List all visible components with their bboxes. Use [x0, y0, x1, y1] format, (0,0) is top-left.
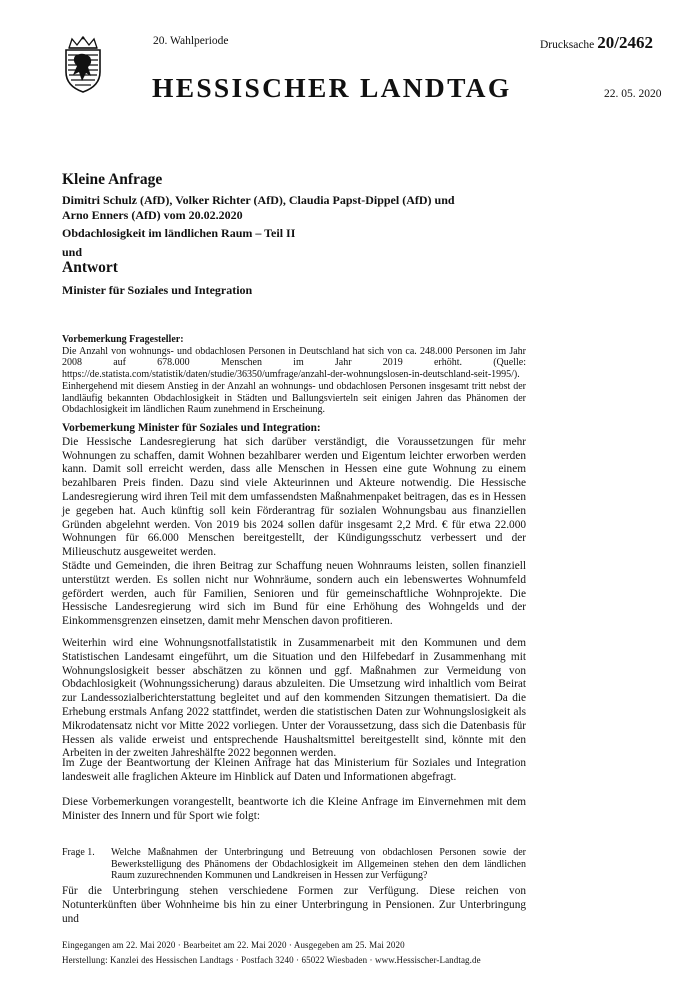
drucksache-number: 20/2462: [597, 33, 654, 52]
vorbemerkung-fragesteller-label: Vorbemerkung Fragesteller:: [62, 334, 184, 345]
kleine-anfrage-heading: Kleine Anfrage: [62, 171, 163, 188]
vorbemerkung-minister-label: Vorbemerkung Minister für Soziales und Integration:: [62, 422, 321, 434]
frage-1: [62, 847, 526, 882]
frage-1-text: Welche Maßnahmen der Unterbringung und Betreuung von obdachlosen Personen sowie der Bewerkstelligung des Phänomens der Obdachlosigkeit im Allgemeinen stehen den dem ländlichen Raum zuzurechnenden Kommunen und Landkreisen in Hessen zur Verfügung?: [111, 847, 526, 882]
authors-line-2: Arno Enners (AfD) vom 20.02.2020: [62, 208, 243, 222]
authors-line-1: Dimitri Schulz (AfD), Volker Richter (AfD), Claudia Papst-Dippel (AfD) und: [62, 193, 455, 207]
vorbemerkung-fragesteller-text: Die Anzahl von wohnungs- und obdachlosen Personen in Deutschland hat sich von ca. 248.000 Personen im Jahr 2008 auf 678.000 Menschen im Jahr 2019 erhöht. (Quelle: https://de.statista.com/statistik/daten/studie/36350/umfrage/anzahl-der-wohnungslosen-in-deutschland-seit-1995/). Einhergehend mit diesem Anstieg in der Anzahl an wohnungs- und obdachlosen Personen insgesamt tritt nebst der landläufig bekannten Obdachlosigkeit in Städten und Ballungsvierteln seit einigen Jahren das Phänomen der Obdachlosigkeit im ländlichen Raum zunehmend in Erscheinung.: [62, 345, 526, 416]
und-label: und: [62, 245, 83, 259]
frage-1-number: Frage 1.: [62, 847, 95, 858]
minister-paragraph-4: Im Zuge der Beantwortung der Kleinen Anfrage hat das Ministerium für Soziales und Integration landesweit alle fraglichen Akteure im Hinblick auf Daten und Informationen abgefragt.: [62, 757, 526, 783]
minister-paragraph-5: Diese Vorbemerkungen vorangestellt, beantworte ich die Kleine Anfrage im Einvernehmen mit dem Minister des Innern und für Sport wie folgt:: [62, 796, 526, 822]
subject-line: Obdachlosigkeit im ländlichen Raum – Teil II: [62, 226, 296, 240]
drucksache: [540, 33, 653, 53]
frage-1-answer: Für die Unterbringung stehen verschiedene Formen zur Verfügung. Diese reichen von Notunterkünften über Wohnheime bis hin zu einer Unterbringung in Pensionen. Zur Unterbringung und: [62, 885, 526, 925]
antwort-heading: Antwort: [62, 259, 118, 276]
minister-paragraph-1: Die Hessische Landesregierung hat sich darüber verständigt, die Voraussetzungen für mehr Wohnungen zu schaffen, damit Wohnen bezahlbarer werden und Eigentum leichter erworben werden kann. Damit soll erreicht werden, dass alle Menschen in Hessen eine gute Wohnung zu einem bezahlbaren Preis finden. Dazu sind viele Akteurinnen und Akteure notwendig. Die Hessische Landesregierung wird ihren Teil mit dem umfassendsten Maßnahmenpaket beitragen, das es in Hessen je gegeben hat. Auch künftig soll kein Förderantrag für sozialen Wohnungsbau aus finanziellen Gründen abgelehnt werden. Von 2019 bis 2024 sollen dafür insgesamt 2,2 Mrd. € für etwa 22.000 Wohnungen für 66.000 Menschen bereitgestellt, der Kündigungsschutz verbessert und der Milieuschutz ausgeweitet werden.: [62, 435, 526, 559]
document-date: 22. 05. 2020: [604, 88, 662, 100]
page-title: HESSISCHER LANDTAG: [152, 72, 512, 103]
wahlperiode: 20. Wahlperiode: [153, 35, 229, 47]
minister-paragraph-2: Städte und Gemeinden, die ihren Beitrag zur Schaffung neuen Wohnraums leisten, sollen finanziell unterstützt werden. Es sollen nicht nur Wohnräume, sondern auch ein lebenswertes Wohnumfeld gefördert werden, auch für Familien, Senioren und für gemeinschaftliche Wohnprojekte. Die Hessische Landesregierung wird sich im Bund für eine Erhöhung des Wohngelds und der Einkommensgrenzen einsetzen, damit mehr Menschen davon profitieren.: [62, 560, 526, 628]
footer-dates: Eingegangen am 22. Mai 2020 · Bearbeitet am 22. Mai 2020 · Ausgegeben am 25. Mai 2020: [62, 940, 405, 950]
hessen-coat-of-arms-logo: [60, 36, 106, 94]
footer-imprint: Herstellung: Kanzlei des Hessischen Landtags · Postfach 3240 · 65022 Wiesbaden · www.Hessischer-Landtag.de: [62, 955, 481, 965]
vorbemerkung-fragesteller: [62, 334, 526, 416]
minister-paragraph-3: Weiterhin wird eine Wohnungsnotfallstatistik in Zusammenarbeit mit den Kommunen und dem Statistischen Landesamt eingeführt, um die Situation und den Hilfebedarf in Zusammenhang mit Wohnungslosigkeit besser abschätzen zu können und ggf. Maßnahmen zur Vermeidung von Obdachlosigkeit (Wohnungssicherung) daraus abzuleiten. Die Umsetzung wird inhaltlich vom Beirat zur Landessozialberichterstattung begleitet und auf den kommenden Sitzungen thematisiert. Da die Erhebung erstmals Anfang 2022 stattfindet, werden die statistischen Daten zur Wohnungslosigkeit als Mikrodatensatz nicht vor Mitte 2022 vorliegen. Unter der Voraussetzung, dass sich die Datenbasis für Hessen als valide erweist und entsprechende Haushaltsmittel bereitgestellt sind, könnte mit den Arbeiten in der zweiten Jahreshälfte 2022 begonnen werden.: [62, 637, 526, 760]
minister-line: Minister für Soziales und Integration: [62, 283, 253, 297]
drucksache-label: Drucksache: [540, 39, 595, 51]
vorbemerkung-minister: [62, 422, 526, 560]
